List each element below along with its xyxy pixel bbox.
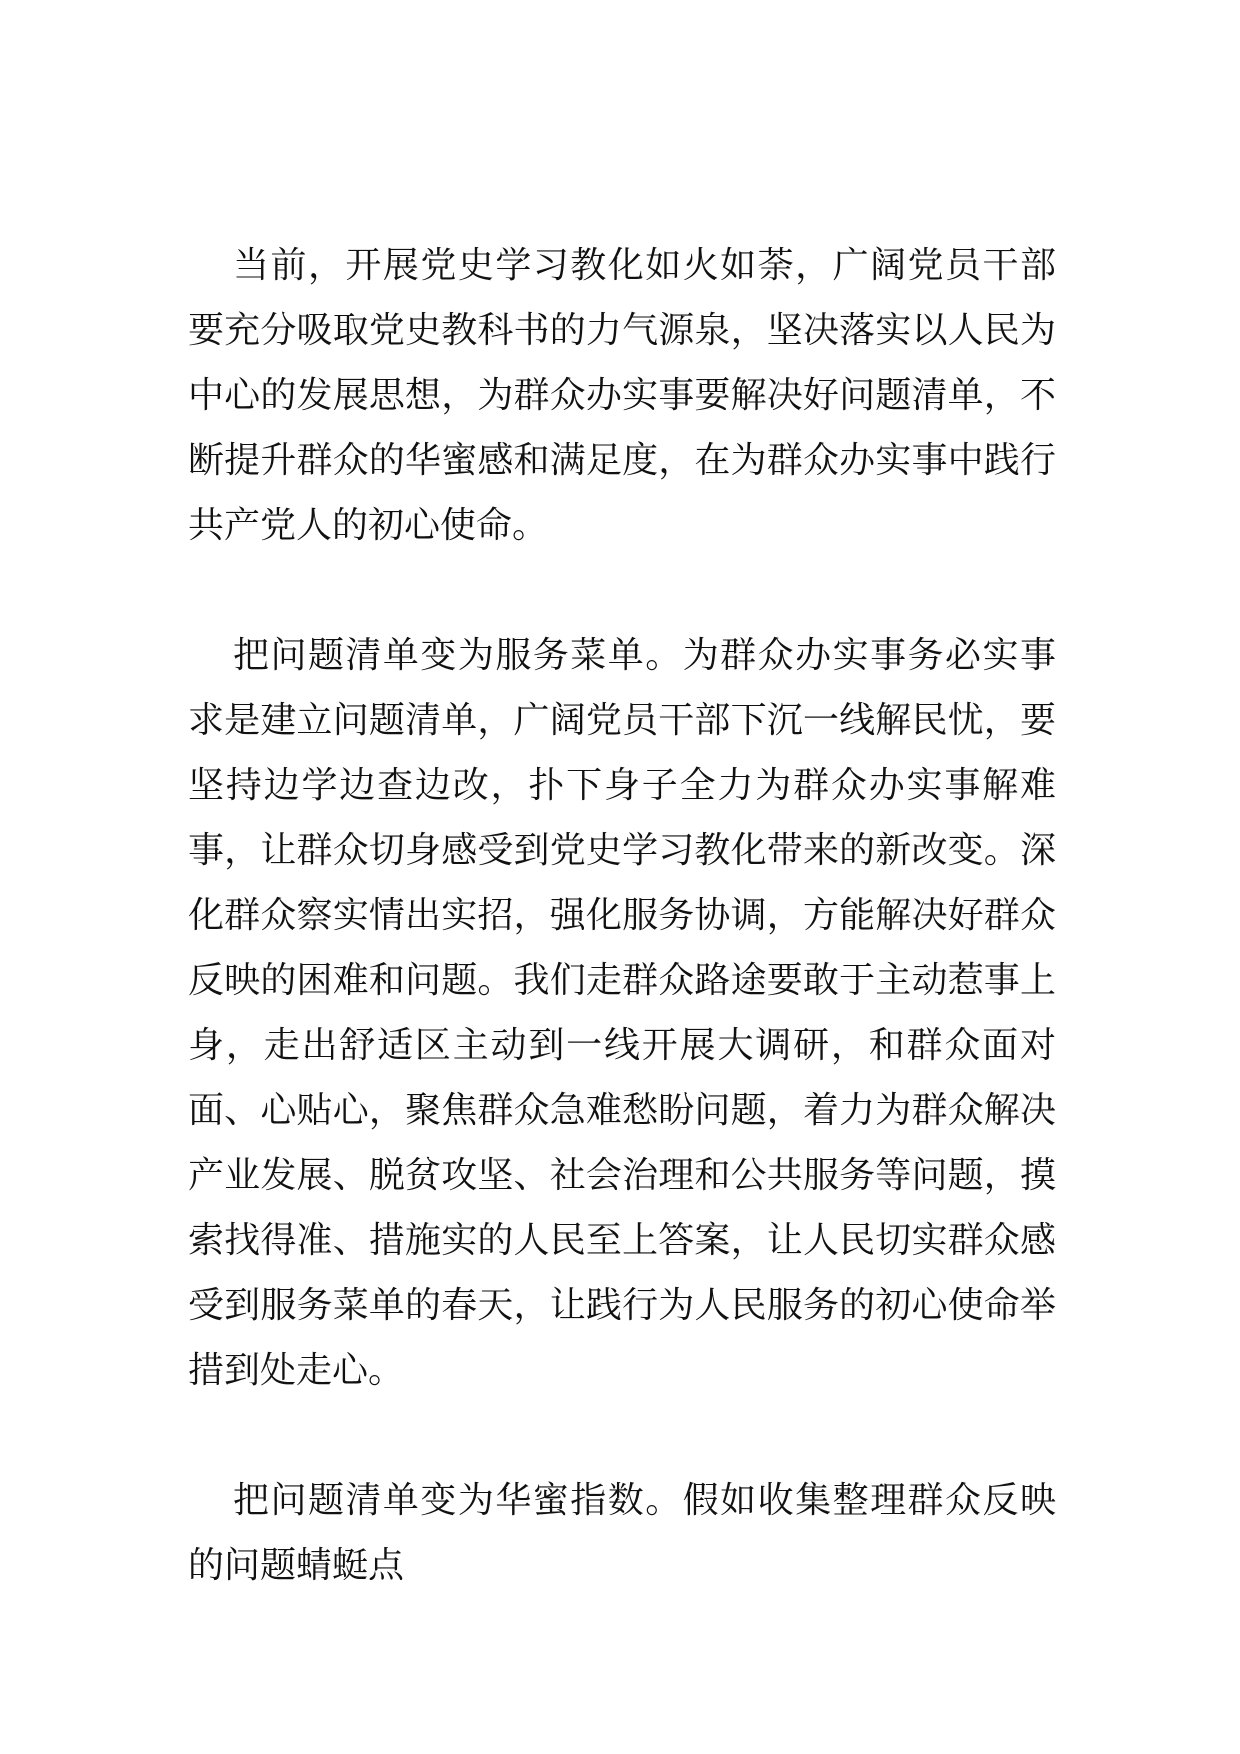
paragraph-intro: 当前，开展党史学习教化如火如荼，广阔党员干部要充分吸取党史教科书的力气源泉，坚决落实以人民为中心的发展思想，为群众办实事要解决好问题清单，不断提升群众的华蜜感和满足度，在为群众办实事中践行共产党人的初心使命。 bbox=[188, 245, 1056, 546]
document-body bbox=[188, 233, 1056, 1598]
paragraph-happiness-index: 把问题清单变为华蜜指数。假如收集整理群众反映的问题蜻蜓点 bbox=[188, 1480, 1056, 1586]
paragraph-service-menu: 把问题清单变为服务菜单。为群众办实事务必实事求是建立问题清单，广阔党员干部下沉一线解民忧，要坚持边学边查边改，扑下身子全力为群众办实事解难事，让群众切身感受到党史学习教化带来的新改变。深化群众察实情出实招，强化服务协调，方能解决好群众反映的困难和问题。我们走群众路途要敢于主动惹事上身，走出舒适区主动到一线开展大调研，和群众面对面、心贴心，聚焦群众急难愁盼问题，着力为群众解决产业发展、脱贫攻坚、社会治理和公共服务等问题，摸索找得准、措施实的人民至上答案，让人民切实群众感受到服务菜单的春天，让践行为人民服务的初心使命举措到处走心。 bbox=[188, 635, 1056, 1391]
